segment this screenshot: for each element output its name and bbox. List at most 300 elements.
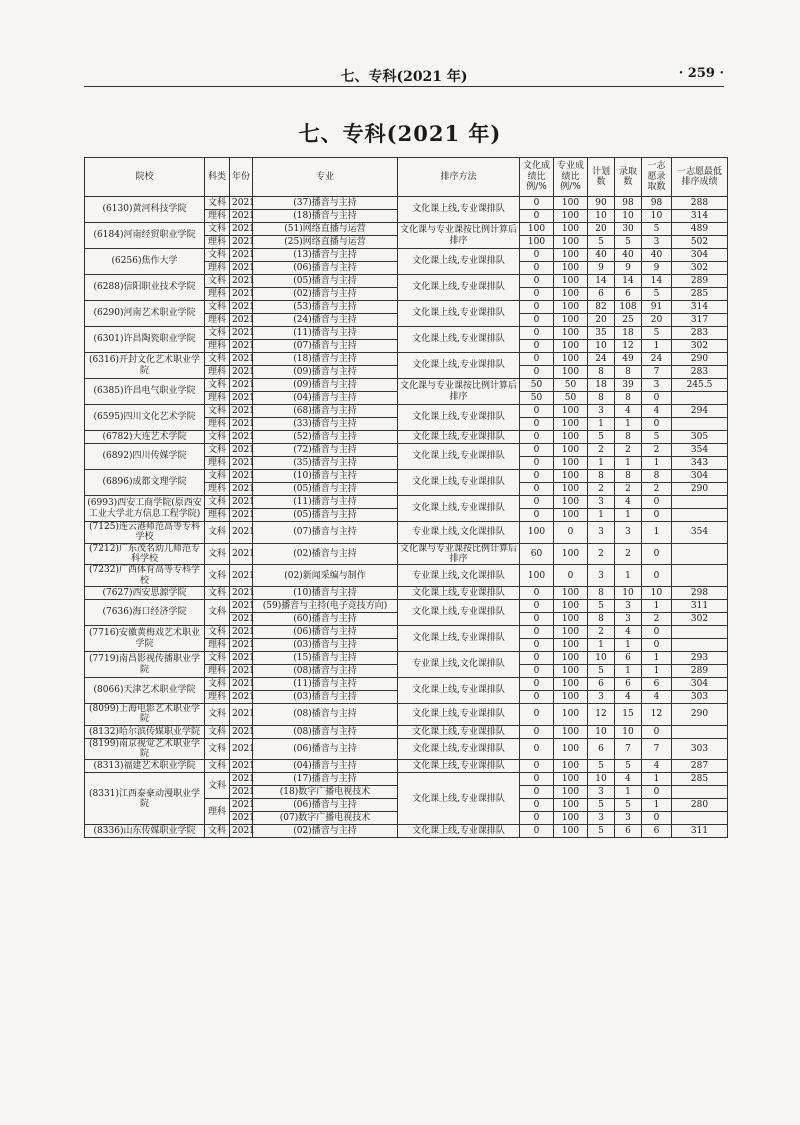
major-ratio-cell: 100 [554,236,588,249]
culture-ratio-cell: 0 [520,431,554,444]
admitted-cell: 4 [615,691,642,704]
plan-cell: 3 [588,522,615,544]
min-score-cell: 311 [672,600,728,613]
admitted-cell: 1 [615,418,642,431]
culture-ratio-cell: 0 [520,366,554,379]
first-choice-cell: 0 [642,509,672,522]
first-choice-cell: 20 [642,314,672,327]
admitted-cell: 6 [615,825,642,838]
school-cell: (7125)连云港师范高等专科学校 [85,522,205,544]
culture-ratio-cell: 0 [520,353,554,366]
school-cell: (6782)大连艺术学院 [85,431,205,444]
method-cell: 文化课上线,专业课排队 [398,470,520,496]
plan-cell: 6 [588,738,615,760]
first-choice-cell: 14 [642,275,672,288]
min-score-cell: 290 [672,483,728,496]
table-row [85,431,728,444]
table-row [85,587,728,600]
min-score-cell: 314 [672,210,728,223]
major-cell: (02)播音与主持 [253,543,398,565]
major-ratio-cell: 100 [554,587,588,600]
major-ratio-cell: 100 [554,786,588,799]
category-cell: 理科 [205,392,230,405]
admitted-cell: 14 [615,275,642,288]
major-cell: (24)播音与主持 [253,314,398,327]
admitted-cell: 5 [615,236,642,249]
first-choice-cell: 1 [642,652,672,665]
culture-ratio-cell: 0 [520,340,554,353]
table-row [85,704,728,726]
major-cell: (07)播音与主持 [253,340,398,353]
major-ratio-cell: 100 [554,613,588,626]
major-ratio-cell: 100 [554,353,588,366]
min-score-cell: 311 [672,825,728,838]
table-row [85,600,728,613]
culture-ratio-cell: 0 [520,275,554,288]
major-cell: (35)播音与主持 [253,457,398,470]
min-score-cell: 280 [672,799,728,812]
plan-cell: 8 [588,587,615,600]
category-cell: 文科 [205,197,230,210]
method-cell: 文化课上线,专业课排队 [398,275,520,301]
school-cell: (8313)福建艺术职业学院 [85,760,205,773]
major-cell: (03)播音与主持 [253,691,398,704]
method-cell: 文化课上线,专业课排队 [398,327,520,353]
culture-ratio-cell: 50 [520,392,554,405]
major-cell: (04)播音与主持 [253,392,398,405]
plan-cell: 5 [588,799,615,812]
first-choice-cell: 3 [642,379,672,392]
major-ratio-cell: 100 [554,773,588,786]
first-choice-cell: 0 [642,565,672,587]
plan-cell: 18 [588,379,615,392]
admitted-cell: 8 [615,392,642,405]
culture-ratio-cell: 0 [520,470,554,483]
school-cell: (6184)河南经贸职业学院 [85,223,205,249]
first-choice-cell: 4 [642,760,672,773]
first-choice-cell: 1 [642,665,672,678]
major-cell: (02)新闻采编与制作 [253,565,398,587]
first-choice-cell: 3 [642,236,672,249]
school-cell: (7212)广东茂名幼儿师范专科学校 [85,543,205,565]
year-cell: 2021 [230,197,253,210]
category-cell: 理科 [205,314,230,327]
min-score-cell: 283 [672,366,728,379]
plan-cell: 6 [588,288,615,301]
first-choice-cell: 5 [642,431,672,444]
school-cell: (8331)江西泰豪动漫职业学院 [85,773,205,825]
category-cell: 理科 [205,418,230,431]
major-ratio-cell: 100 [554,366,588,379]
major-ratio-cell: 100 [554,288,588,301]
category-cell: 文科 [205,301,230,314]
min-score-cell [672,418,728,431]
category-cell: 文科 [205,725,230,738]
year-cell: 2021 [230,652,253,665]
category-cell: 文科 [205,652,230,665]
major-cell: (07)播音与主持 [253,522,398,544]
year-cell: 2021 [230,483,253,496]
major-ratio-cell: 100 [554,825,588,838]
table-row [85,652,728,665]
major-ratio-cell: 100 [554,340,588,353]
year-cell: 2021 [230,392,253,405]
admitted-cell: 6 [615,678,642,691]
plan-cell: 10 [588,210,615,223]
category-cell: 理科 [205,799,230,825]
culture-ratio-cell: 0 [520,444,554,457]
culture-ratio-cell: 0 [520,799,554,812]
major-cell: (13)播音与主持 [253,249,398,262]
first-choice-cell: 1 [642,457,672,470]
major-cell: (10)播音与主持 [253,470,398,483]
method-cell: 文化课上线,专业课排队 [398,704,520,726]
admitted-cell: 40 [615,249,642,262]
category-cell: 理科 [205,483,230,496]
major-ratio-cell: 50 [554,379,588,392]
method-cell: 文化课上线,专业课排队 [398,444,520,470]
first-choice-cell: 6 [642,678,672,691]
year-cell: 2021 [230,704,253,726]
admitted-cell: 8 [615,366,642,379]
category-cell: 理科 [205,366,230,379]
min-score-cell: 343 [672,457,728,470]
culture-ratio-cell: 0 [520,704,554,726]
admitted-cell: 18 [615,327,642,340]
first-choice-cell: 0 [642,392,672,405]
major-ratio-cell: 100 [554,457,588,470]
major-ratio-cell: 100 [554,444,588,457]
culture-ratio-cell: 0 [520,327,554,340]
first-choice-cell: 2 [642,483,672,496]
admitted-cell: 2 [615,483,642,496]
category-cell: 文科 [205,543,230,565]
major-ratio-cell: 100 [554,223,588,236]
major-ratio-cell: 100 [554,543,588,565]
year-cell: 2021 [230,725,253,738]
major-ratio-cell: 100 [554,600,588,613]
year-cell: 2021 [230,786,253,799]
major-ratio-cell: 100 [554,262,588,275]
major-ratio-cell: 100 [554,678,588,691]
category-cell: 文科 [205,405,230,418]
school-cell: (6385)许昌电气职业学院 [85,379,205,405]
category-cell: 文科 [205,431,230,444]
major-cell: (05)播音与主持 [253,275,398,288]
method-cell: 文化课上线,专业课排队 [398,587,520,600]
major-cell: (06)播音与主持 [253,262,398,275]
plan-cell: 3 [588,405,615,418]
plan-cell: 12 [588,704,615,726]
col-first-choice-header: 一志愿录取数 [642,158,672,197]
major-cell: (60)播音与主持 [253,613,398,626]
table-body [85,197,728,838]
table-row [85,543,728,565]
culture-ratio-cell: 50 [520,379,554,392]
category-cell: 理科 [205,262,230,275]
plan-cell: 1 [588,418,615,431]
admitted-cell: 2 [615,444,642,457]
year-cell: 2021 [230,301,253,314]
year-cell: 2021 [230,773,253,786]
year-cell: 2021 [230,366,253,379]
admitted-cell: 10 [615,210,642,223]
culture-ratio-cell: 100 [520,522,554,544]
major-cell: (59)播音与主持(电子竞技方向) [253,600,398,613]
admitted-cell: 1 [615,457,642,470]
year-cell: 2021 [230,288,253,301]
first-choice-cell: 24 [642,353,672,366]
first-choice-cell: 0 [642,639,672,652]
school-cell: (7627)西安思源学院 [85,587,205,600]
plan-cell: 14 [588,275,615,288]
first-choice-cell: 0 [642,786,672,799]
major-cell: (06)播音与主持 [253,738,398,760]
category-cell: 文科 [205,678,230,691]
table-row [85,522,728,544]
admitted-cell: 5 [615,760,642,773]
plan-cell: 40 [588,249,615,262]
first-choice-cell: 1 [642,799,672,812]
culture-ratio-cell: 100 [520,223,554,236]
category-cell: 文科 [205,353,230,366]
major-ratio-cell: 0 [554,522,588,544]
culture-ratio-cell: 0 [520,301,554,314]
major-cell: (08)播音与主持 [253,725,398,738]
major-cell: (17)播音与主持 [253,773,398,786]
min-score-cell: 304 [672,249,728,262]
school-cell: (8132)哈尔滨传媒职业学院 [85,725,205,738]
method-cell: 文化课上线,专业课排队 [398,431,520,444]
culture-ratio-cell: 0 [520,210,554,223]
first-choice-cell: 0 [642,418,672,431]
major-cell: (53)播音与主持 [253,301,398,314]
school-cell: (6301)许昌陶瓷职业学院 [85,327,205,353]
admitted-cell: 30 [615,223,642,236]
first-choice-cell: 0 [642,725,672,738]
category-cell: 理科 [205,457,230,470]
plan-cell: 3 [588,786,615,799]
year-cell: 2021 [230,444,253,457]
year-cell: 2021 [230,509,253,522]
admitted-cell: 1 [615,786,642,799]
method-cell: 文化课上线,专业课排队 [398,249,520,275]
min-score-cell: 354 [672,444,728,457]
method-cell: 专业课上线,文化课排队 [398,652,520,678]
school-cell: (8099)上海电影艺术职业学院 [85,704,205,726]
major-cell: (11)播音与主持 [253,327,398,340]
major-cell: (06)播音与主持 [253,626,398,639]
category-cell: 理科 [205,236,230,249]
culture-ratio-cell: 0 [520,314,554,327]
culture-ratio-cell: 0 [520,725,554,738]
table-row [85,197,728,210]
major-cell: (11)播音与主持 [253,496,398,509]
table-row [85,470,728,483]
table-row [85,738,728,760]
admitted-cell: 4 [615,626,642,639]
method-cell: 文化课上线,专业课排队 [398,496,520,522]
category-cell: 文科 [205,249,230,262]
min-score-cell [672,509,728,522]
plan-cell: 90 [588,197,615,210]
year-cell: 2021 [230,665,253,678]
admitted-cell: 3 [615,613,642,626]
table-row [85,405,728,418]
school-cell: (6290)河南艺术职业学院 [85,301,205,327]
year-cell: 2021 [230,353,253,366]
category-cell: 文科 [205,626,230,639]
category-cell: 文科 [205,825,230,838]
culture-ratio-cell: 100 [520,236,554,249]
admitted-cell: 6 [615,288,642,301]
method-cell: 文化课与专业课按比例计算后排序 [398,543,520,565]
year-cell: 2021 [230,262,253,275]
admissions-table [84,157,728,838]
school-cell: (7716)安徽黄梅戏艺术职业学院 [85,626,205,652]
table-row [85,565,728,587]
year-cell: 2021 [230,418,253,431]
year-cell: 2021 [230,496,253,509]
major-cell: (09)播音与主持 [253,379,398,392]
col-major-header: 专业 [253,158,398,197]
category-cell: 文科 [205,327,230,340]
min-score-cell [672,565,728,587]
major-cell: (05)播音与主持 [253,509,398,522]
major-ratio-cell: 100 [554,314,588,327]
category-cell: 文科 [205,704,230,726]
major-cell: (09)播音与主持 [253,366,398,379]
table-row [85,773,728,786]
category-cell: 文科 [205,760,230,773]
major-ratio-cell: 100 [554,418,588,431]
table-row [85,678,728,691]
min-score-cell [672,392,728,405]
admitted-cell: 108 [615,301,642,314]
major-cell: (02)播音与主持 [253,288,398,301]
min-score-cell: 289 [672,665,728,678]
col-plan-header: 计划数 [588,158,615,197]
col-category-header: 科类 [205,158,230,197]
table-row [85,249,728,262]
category-cell: 文科 [205,275,230,288]
culture-ratio-cell: 0 [520,626,554,639]
min-score-cell: 304 [672,678,728,691]
year-cell: 2021 [230,639,253,652]
year-cell: 2021 [230,249,253,262]
category-cell: 理科 [205,288,230,301]
category-cell: 文科 [205,565,230,587]
major-cell: (03)播音与主持 [253,639,398,652]
culture-ratio-cell: 0 [520,678,554,691]
culture-ratio-cell: 0 [520,288,554,301]
major-ratio-cell: 100 [554,405,588,418]
admitted-cell: 7 [615,738,642,760]
culture-ratio-cell: 0 [520,652,554,665]
table-row [85,353,728,366]
major-cell: (18)数字广播电视技术 [253,786,398,799]
major-cell: (06)播音与主持 [253,799,398,812]
first-choice-cell: 2 [642,444,672,457]
major-cell: (52)播音与主持 [253,431,398,444]
min-score-cell [672,626,728,639]
year-cell: 2021 [230,327,253,340]
major-cell: (15)播音与主持 [253,652,398,665]
culture-ratio-cell: 0 [520,786,554,799]
plan-cell: 9 [588,262,615,275]
min-score-cell: 354 [672,522,728,544]
plan-cell: 1 [588,639,615,652]
method-cell: 文化课上线,专业课排队 [398,353,520,379]
col-year-header: 年份 [230,158,253,197]
min-score-cell: 305 [672,431,728,444]
min-score-cell: 294 [672,405,728,418]
first-choice-cell: 8 [642,470,672,483]
admitted-cell: 5 [615,799,642,812]
min-score-cell: 302 [672,340,728,353]
major-ratio-cell: 100 [554,470,588,483]
plan-cell: 5 [588,236,615,249]
min-score-cell: 287 [672,760,728,773]
min-score-cell: 283 [672,327,728,340]
school-cell: (7719)南昌影视传播职业学院 [85,652,205,678]
school-cell: (7232)广西体育高等专科学校 [85,565,205,587]
admitted-cell: 4 [615,405,642,418]
plan-cell: 10 [588,652,615,665]
culture-ratio-cell: 0 [520,197,554,210]
first-choice-cell: 1 [642,522,672,544]
major-ratio-cell: 0 [554,565,588,587]
min-score-cell: 317 [672,314,728,327]
running-title: 七、专科(2021 年) [340,69,468,85]
table-row [85,496,728,509]
first-choice-cell: 1 [642,600,672,613]
school-cell: (6316)开封文化艺术职业学院 [85,353,205,379]
min-score-cell: 302 [672,262,728,275]
major-cell: (07)数字广播电视技术 [253,812,398,825]
culture-ratio-cell: 0 [520,509,554,522]
major-cell: (72)播音与主持 [253,444,398,457]
col-school-header: 院校 [85,158,205,197]
admitted-cell: 4 [615,773,642,786]
category-cell: 文科 [205,496,230,509]
first-choice-cell: 5 [642,223,672,236]
method-cell: 文化课上线,专业课排队 [398,626,520,652]
min-score-cell: 303 [672,691,728,704]
plan-cell: 1 [588,509,615,522]
culture-ratio-cell: 0 [520,418,554,431]
min-score-cell [672,812,728,825]
first-choice-cell: 12 [642,704,672,726]
first-choice-cell: 7 [642,366,672,379]
table-row [85,725,728,738]
admitted-cell: 8 [615,470,642,483]
category-cell: 文科 [205,587,230,600]
col-min-score-header: 一志愿最低排序成绩 [672,158,728,197]
method-cell: 文化课上线,专业课排队 [398,773,520,825]
plan-cell: 2 [588,626,615,639]
min-score-cell: 489 [672,223,728,236]
min-score-cell: 285 [672,773,728,786]
min-score-cell: 502 [672,236,728,249]
culture-ratio-cell: 0 [520,738,554,760]
min-score-cell: 304 [672,470,728,483]
first-choice-cell: 4 [642,691,672,704]
first-choice-cell: 0 [642,626,672,639]
year-cell: 2021 [230,522,253,544]
year-cell: 2021 [230,626,253,639]
method-cell: 专业课上线,文化课排队 [398,522,520,544]
